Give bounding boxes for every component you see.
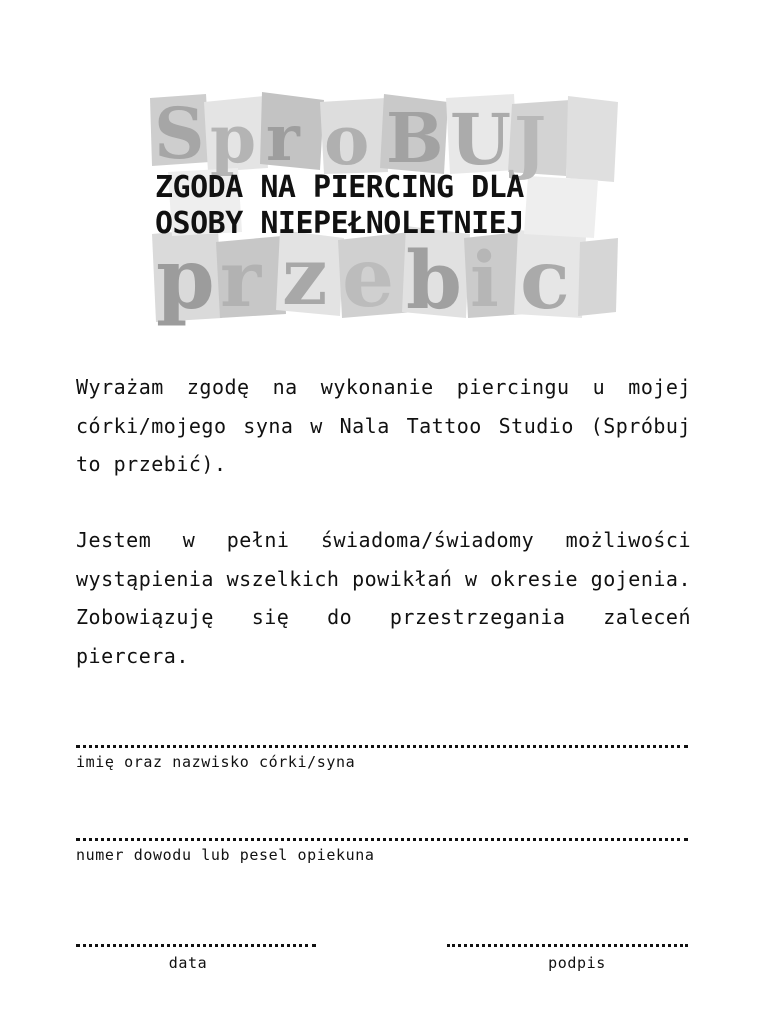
svg-text:z: z [282,229,328,323]
svg-text:B: B [386,99,444,179]
svg-text:b: b [406,233,462,326]
awareness-paragraph: Jestem w pełni świadoma/świadomy możliwości wystąpienia wszelkich powikłań w okresie gojenia. Zobowiązuję się do przestrzegania zaleceń piercera. [76,528,691,668]
child-name-line[interactable] [76,745,688,748]
date-line[interactable] [76,944,316,947]
consent-paragraph: Wyrażam zgodę na wykonanie piercingu u mojej córki/mojego syna w Nala Tattoo Studio (Spróbuj to przebić). [76,375,691,476]
child-name-label: imię oraz nazwisko córki/syna [76,753,356,771]
svg-text:p: p [210,100,257,178]
date-label: data [168,954,208,972]
signature-label: podpis [548,954,606,972]
svg-text:i: i [470,235,499,324]
title-line-1: ZGODA NA PIERCING DLA [155,170,524,205]
svg-text:c: c [520,232,570,326]
svg-text:p: p [156,229,215,326]
guardian-id-line[interactable] [76,838,688,841]
svg-text:e: e [342,230,395,326]
svg-text:r: r [220,234,262,325]
guardian-id-label: numer dowodu lub pesel opiekuna [76,846,375,864]
document-title [155,170,625,242]
signature-line[interactable] [447,944,688,947]
svg-text:U: U [450,98,512,181]
svg-text:r: r [266,101,300,176]
title-line-2: OSOBY NIEPEŁNOLETNIEJ [155,206,524,241]
svg-text:S: S [154,92,205,175]
svg-text:J: J [514,103,547,183]
svg-text:o: o [324,101,370,181]
